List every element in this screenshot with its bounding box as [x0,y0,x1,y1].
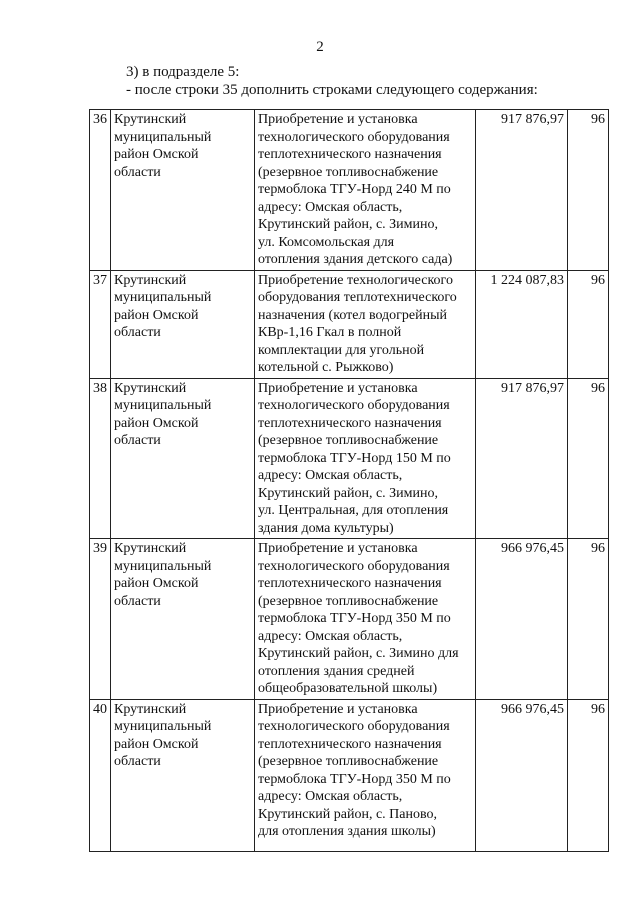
amount-cell: 917 876,97 [476,378,568,539]
section-intro-line: 3) в подразделе 5: [126,64,240,80]
description-line: технологического оборудования [258,558,450,574]
description-line: теплотехнического назначения [258,736,442,752]
table-row [90,539,609,700]
description-line: комплектации для угольной [258,342,425,358]
district-line: Крутинский [114,541,187,556]
description-line: отопления здания средней [258,663,415,679]
district-line: области [114,593,161,609]
district-cell [111,270,255,378]
description-line: адресу: Омская область, [258,199,403,215]
description-line: котельной с. Рыжково) [258,360,394,375]
description-line: ул. Комсомольская для [258,234,395,250]
description-cell [255,270,476,378]
description-line: Крутинский район, с. Зимино, [258,485,439,501]
amount-cell: 917 876,97 [476,110,568,271]
code-cell: 96 [568,110,609,271]
description-line: здания дома культуры) [258,520,394,536]
description-line: (резервное топливоснабжение [258,593,439,609]
code-cell: 96 [568,378,609,539]
description-line: (резервное топливоснабжение [258,754,439,769]
code-cell: 96 [568,539,609,700]
description-line: (резервное топливоснабжение [258,164,439,180]
page-number: 2 [316,39,324,55]
district-line: муниципальный [114,398,212,413]
district-line: Крутинский [114,701,187,717]
district-line: области [114,433,161,448]
district-line: Крутинский [114,380,187,396]
district-line: Крутинский [114,112,187,127]
amount-cell: 966 976,45 [476,699,568,851]
description-cell [255,699,476,851]
table-row [90,378,609,539]
row-number: 37 [90,270,111,378]
district-cell [111,378,255,539]
description-line: адресу: Омская область, [258,628,403,644]
description-line: Приобретение и установка [258,112,418,127]
table-row [90,270,609,378]
district-line: район Омской [114,147,199,162]
description-line: Приобретение и установка [258,541,418,556]
description-line: теплотехнического назначения [258,576,442,591]
row-number: 39 [90,539,111,700]
description-line: теплотехнического назначения [258,147,442,162]
description-line: Крутинский район, с. Зимино, [258,217,439,232]
district-line: области [114,325,161,340]
description-line: для отопления здания школы) [258,824,436,839]
description-line: технологического оборудования [258,398,450,413]
section-instruction-line: - после строки 35 дополнить строками следующего содержания: [126,82,538,98]
appendix-table [89,109,609,852]
description-line: ул. Центральная, для отопления [258,503,449,518]
description-line: термоблока ТГУ-Норд 240 М по [258,182,451,197]
description-line: технологического оборудования [258,129,450,145]
row-number: 36 [90,110,111,271]
district-cell [111,699,255,851]
description-cell [255,378,476,539]
district-line: район Омской [114,736,199,752]
description-line: КВр-1,16 Гкал в полной [258,325,402,340]
description-line: отопления здания детского сада) [258,252,453,267]
description-line: общеобразовательной школы) [258,681,438,696]
district-cell [111,110,255,271]
district-cell [111,539,255,700]
description-line: термоблока ТГУ-Норд 350 М по [258,771,451,787]
amount-cell: 966 976,45 [476,539,568,700]
district-line: муниципальный [114,558,212,574]
description-line: назначения (котел водогрейный [258,307,448,323]
code-cell: 96 [568,699,609,851]
district-line: области [114,754,161,769]
code-cell: 96 [568,270,609,378]
district-line: муниципальный [114,129,212,145]
row-number: 40 [90,699,111,851]
district-line: области [114,164,161,180]
description-line: технологического оборудования [258,719,450,734]
description-cell [255,110,476,271]
description-line: термоблока ТГУ-Норд 150 М по [258,450,451,466]
description-line: адресу: Омская область, [258,468,403,483]
table-row [90,110,609,271]
description-line: Крутинский район, с. Зимино для [258,646,459,661]
district-line: район Омской [114,307,199,323]
description-line: Приобретение и установка [258,380,418,396]
district-line: Крутинский [114,272,187,288]
description-line: Крутинский район, с. Паново, [258,806,437,822]
district-line: муниципальный [114,719,212,734]
district-line: район Омской [114,415,199,431]
district-line: муниципальный [114,290,212,305]
description-line: теплотехнического назначения [258,415,442,431]
description-line: термоблока ТГУ-Норд 350 М по [258,611,451,626]
description-line: оборудования теплотехнического [258,290,457,305]
table-row [90,699,609,851]
description-line: Приобретение технологического [258,272,453,288]
description-line: адресу: Омская область, [258,789,403,804]
row-number: 38 [90,378,111,539]
description-cell [255,539,476,700]
amount-cell: 1 224 087,83 [476,270,568,378]
description-line: (резервное топливоснабжение [258,433,439,448]
description-line: Приобретение и установка [258,701,418,717]
district-line: район Омской [114,576,199,591]
